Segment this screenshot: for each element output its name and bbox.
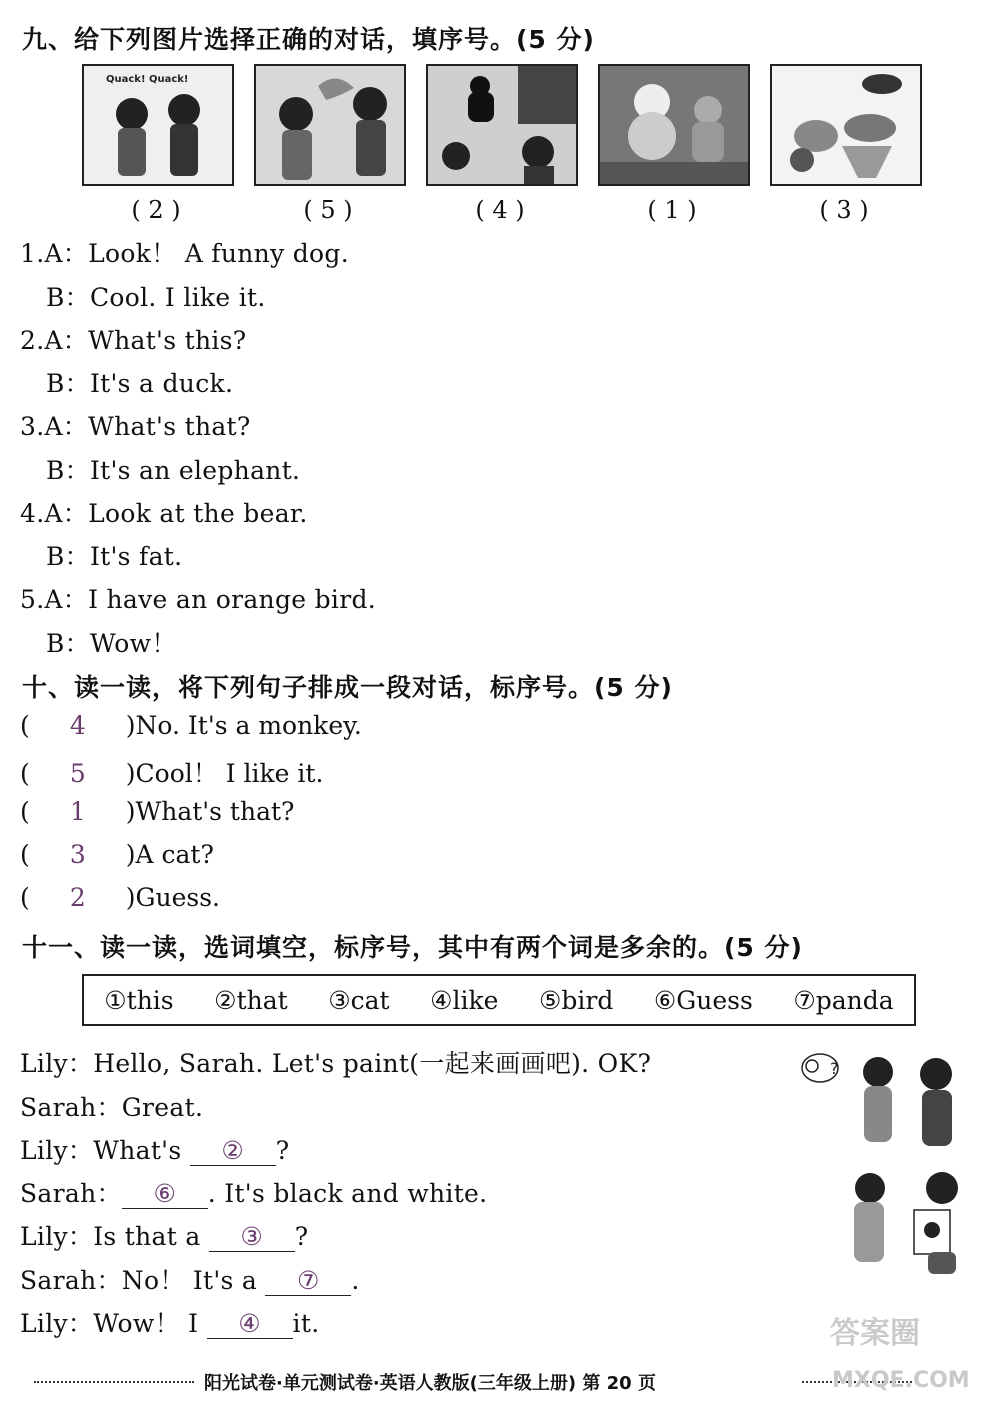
elephant-picture-icon bbox=[772, 66, 920, 184]
word-option-7: ⑦panda bbox=[793, 985, 894, 1015]
fill-blank-3[interactable]: ③ bbox=[209, 1222, 295, 1252]
bird-picture-icon bbox=[256, 66, 404, 184]
order-item-5: ( 2 )Guess. bbox=[20, 883, 220, 912]
fill-line-1-text: Lily：Hello, Sarah. Let's paint(一起来画画吧). OK? bbox=[20, 1049, 652, 1078]
dialogue-2-a: 2.A：What's this? bbox=[20, 326, 247, 355]
quack-bubble: Quack! Quack! bbox=[106, 74, 189, 85]
watermark-logo: 答案圈 bbox=[830, 1316, 920, 1351]
fill-line-6-end: . bbox=[351, 1266, 360, 1295]
fill-line-3-end: ? bbox=[275, 1136, 290, 1165]
order-item-1-text: )No. It's a monkey. bbox=[125, 711, 362, 740]
fill-line-4-text: Sarah： bbox=[20, 1179, 122, 1208]
picture-3 bbox=[426, 64, 578, 186]
fill-line-6 bbox=[20, 1261, 360, 1297]
order-item-5-number: 2 bbox=[69, 883, 86, 912]
speech-bubble-mark: ? bbox=[830, 1059, 839, 1078]
fill-line-3 bbox=[20, 1131, 289, 1167]
order-item-2-text: )Cool！ I like it. bbox=[125, 759, 324, 788]
picture-4-answer: ( 1 ) bbox=[647, 196, 697, 224]
order-item-4: ( 3 )A cat? bbox=[20, 840, 214, 869]
duck-quack-picture-icon bbox=[84, 66, 232, 184]
word-option-5: ⑤bird bbox=[538, 985, 614, 1015]
fill-line-3-text: Lily：What's bbox=[20, 1136, 190, 1165]
section9-heading: 九、给下列图片选择正确的对话，填序号。(5 分) bbox=[22, 25, 595, 54]
dialogue-4-a: 4.A：Look at the bear. bbox=[20, 499, 308, 528]
picture-2-answer: ( 5 ) bbox=[303, 196, 353, 224]
dialogue-2-b: B：It's a duck. bbox=[46, 369, 234, 398]
word-option-4: ④like bbox=[430, 985, 499, 1015]
order-item-1-number: 4 bbox=[69, 711, 86, 740]
fill-line-1 bbox=[20, 1044, 651, 1080]
fill-line-2 bbox=[20, 1088, 203, 1124]
order-item-3: ( 1 )What's that? bbox=[20, 797, 295, 826]
order-item-3-text: )What's that? bbox=[125, 797, 295, 826]
section10-heading: 十、读一读，将下列句子排成一段对话，标序号。(5 分) bbox=[22, 673, 673, 702]
fill-line-5-text: Lily：Is that a bbox=[20, 1222, 209, 1251]
girls-illustration bbox=[798, 1040, 978, 1280]
order-item-2: ( 5 )Cool！ I like it. bbox=[20, 759, 324, 788]
word-option-6: ⑥Guess bbox=[653, 985, 753, 1015]
fill-line-7 bbox=[20, 1304, 319, 1340]
picture-5 bbox=[770, 64, 922, 186]
fill-line-2-text: Sarah：Great. bbox=[20, 1093, 204, 1122]
word-option-1: ①this bbox=[104, 985, 174, 1015]
footer-divider-left bbox=[34, 1381, 194, 1383]
fill-blank-4[interactable]: ⑦ bbox=[265, 1266, 351, 1296]
bear-picture-icon bbox=[428, 66, 576, 184]
order-item-3-number: 1 bbox=[69, 797, 86, 826]
dialogue-5-a: 5.A：I have an orange bird. bbox=[20, 585, 377, 614]
fill-line-7-end: it. bbox=[292, 1309, 320, 1338]
picture-2 bbox=[254, 64, 406, 186]
girls-painting-icon bbox=[798, 1040, 978, 1280]
fill-blank-5[interactable]: ④ bbox=[207, 1309, 293, 1339]
order-item-1: ( 4 )No. It's a monkey. bbox=[20, 711, 362, 740]
dialogue-3-a: 3.A：What's that? bbox=[20, 412, 251, 441]
picture-1-answer: ( 2 ) bbox=[131, 196, 181, 224]
word-option-3: ③cat bbox=[328, 985, 390, 1015]
section11-heading: 十一、读一读，选词填空，标序号，其中有两个词是多余的。(5 分) bbox=[22, 933, 803, 962]
dialogue-3-b: B：It's an elephant. bbox=[46, 456, 301, 485]
fill-blank-1[interactable]: ② bbox=[190, 1136, 276, 1166]
fill-blank-2[interactable]: ⑥ bbox=[122, 1179, 208, 1209]
dialogue-4-b: B：It's fat. bbox=[46, 542, 183, 571]
picture-3-answer: ( 4 ) bbox=[475, 196, 525, 224]
word-bank bbox=[82, 974, 916, 1026]
order-item-2-number: 5 bbox=[69, 759, 86, 788]
footer-text: 阳光试卷·单元测试卷·英语人教版(三年级上册) 第 20 页 bbox=[204, 1373, 656, 1394]
fill-line-5-end: ? bbox=[294, 1222, 309, 1251]
fill-line-4-end: . It's black and white. bbox=[207, 1179, 488, 1208]
fill-line-5 bbox=[20, 1217, 308, 1253]
order-item-5-text: )Guess. bbox=[125, 883, 220, 912]
word-option-2: ②that bbox=[214, 985, 288, 1015]
order-item-4-text: )A cat? bbox=[125, 840, 214, 869]
watermark-url: MXQE.COM bbox=[832, 1368, 970, 1393]
order-item-4-number: 3 bbox=[69, 840, 86, 869]
fill-line-4 bbox=[20, 1174, 487, 1210]
picture-4 bbox=[598, 64, 750, 186]
picture-5-answer: ( 3 ) bbox=[819, 196, 869, 224]
dialogue-1-b: B：Cool. I like it. bbox=[46, 283, 266, 312]
fill-line-7-text: Lily：Wow！ I bbox=[20, 1309, 207, 1338]
dialogue-1-a: 1.A：Look！ A funny dog. bbox=[20, 239, 349, 268]
toys-dog-picture-icon bbox=[600, 66, 748, 184]
dialogue-5-b: B：Wow！ bbox=[46, 629, 177, 658]
fill-line-6-text: Sarah：No！ It's a bbox=[20, 1266, 266, 1295]
picture-1 bbox=[82, 64, 234, 186]
